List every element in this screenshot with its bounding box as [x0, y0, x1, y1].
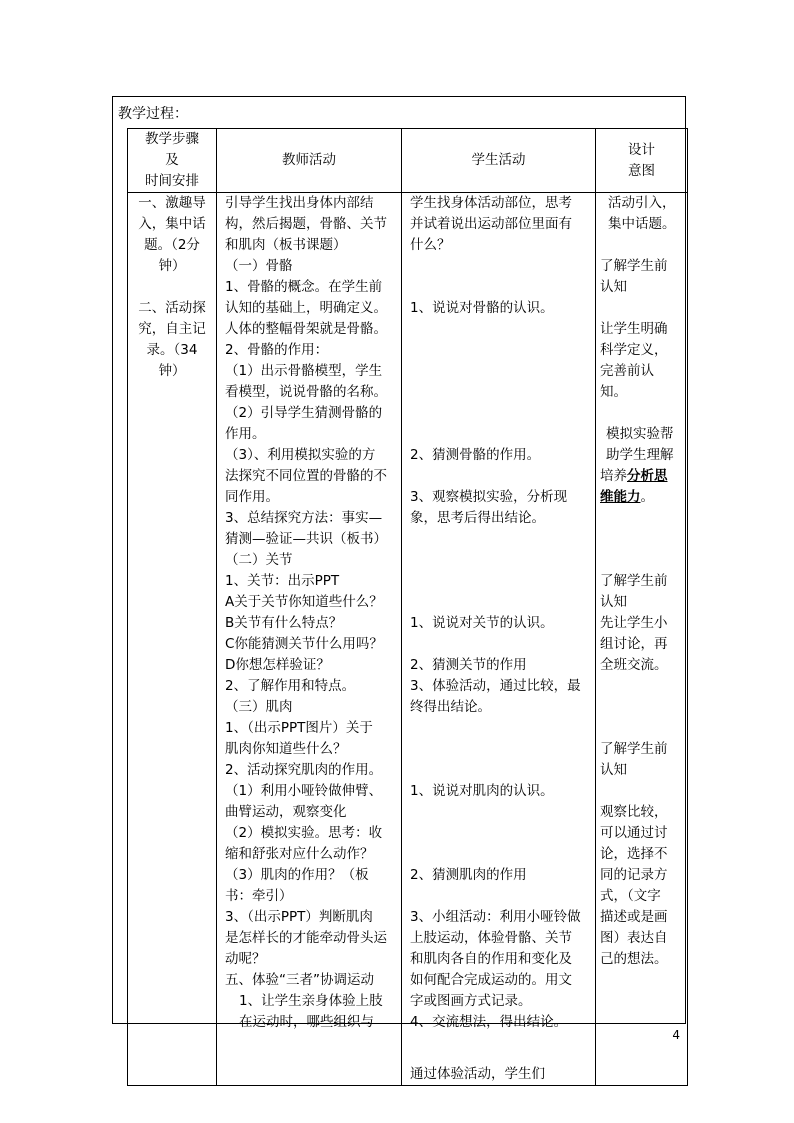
- header-design: 设计 意图: [596, 129, 688, 193]
- emphasis-text: 分析思: [627, 468, 668, 484]
- page-number: 4: [672, 1028, 680, 1042]
- teacher-activity-cell: 引导学生找出身体内部结 构，然后揭题，骨骼、关节 和肌肉（板书课题） （一）骨骼 1、骨骼的概念。在学生前 认知的基础上，明确定义。 人体的整幅骨架就是骨骼。 2、骨骼的作用： （1）出示骨骼模型，学生 看模型，说说骨骼的名称。 （2）引导学生猜测骨骼的 作用。 （3）、利用模拟实验的方 法探究不同位置的骨骼的不 同作用。 3、总结探究方法：事实— 猜测—验证—共识（板书） （二）关节 1、关节：出示PPT A关于关节你知道些什么？ B关节有什么特点？ C你能猜测关节什么用吗？ D你想怎样验证？ 2、了解作用和特点。 （三）肌肉 1、（出示PPT图片）关于 肌肉你知道些什么？ 2、活动探究肌肉的作用。 （1）利用小哑铃做伸臂、 曲臂运动，观察变化 （2）模拟实验。思考：收 缩和舒张对应什么动作？ （3）肌肉的作用？（板 书：牵引） 3、（出示PPT）判断肌肉 是怎样长的才能牵动骨头运 动呢？ 五、体验“三者”协调运动 1、让学生亲身体验上肢 在运动时，哪些组织与: [217, 193, 402, 1086]
- header-step: 教学步骤 及 时间安排: [128, 129, 217, 193]
- design-intent-cell: 活动引入， 集中话题。 了解学生前 认知 让学生明确 科学定义， 完善前认 知。 模拟实验帮 助学生理解 培养分析思 维能力。 了解学生前 认知 先让学生小 组讨论，再 全班交流。 了解学生前 认知 观察比较， 可以通过讨 论，选择不 同的记录方 式，（文字 描述或是画 图）表达自 己的想法。: [596, 193, 688, 1086]
- table-row: [128, 193, 688, 1086]
- emphasis-text-2: 维能力: [600, 489, 641, 505]
- lesson-plan-table: [127, 128, 688, 1086]
- section-title: 教学过程：: [118, 106, 188, 122]
- student-activity-cell: 学生找身体活动部位，思考 并试着说出运动部位里面有 什么？ 1、说说对骨骼的认识。 2、猜测骨骼的作用。 3、观察模拟实验，分析现 象，思考后得出结论。 1、说说对关节的认识。 2、猜测关节的作用 3、体验活动，通过比较，最 终得出结论。 1、说说对肌肉的认识。 2、猜测肌肉的作用 3、小组活动：利用小哑铃做 上肢运动，体验骨骼、关节 和肌肉各自的作用和变化及 如何配合完成运动的。用文 字或图画方式记录。 4、交流想法，得出结论。 通过体验活动，学生们: [402, 193, 596, 1086]
- table-header-row: [128, 129, 688, 193]
- header-student: 学生活动: [402, 129, 596, 193]
- header-teacher: 教师活动: [217, 129, 402, 193]
- step-cell: 一、激趣导 入，集中话 题。（2分 钟） 二、活动探 究，自主记 录。（34 钟）: [128, 193, 217, 1086]
